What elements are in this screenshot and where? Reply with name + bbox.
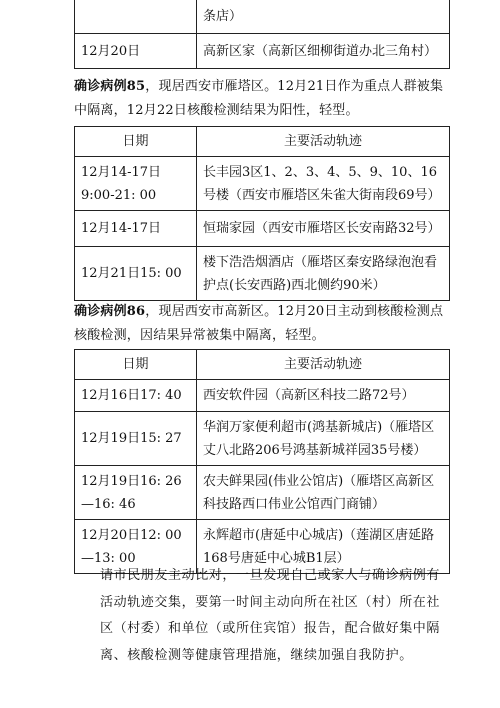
header-trajectory: 主要活动轨迹	[197, 350, 450, 380]
place-cell: 西安软件园（高新区科技二路72号）	[197, 380, 450, 412]
date-cell: 12月19日16: 26—16: 46	[75, 466, 197, 520]
header-date: 日期	[75, 127, 197, 157]
table-row	[75, 34, 450, 69]
table-row	[75, 380, 450, 412]
table-row	[75, 157, 450, 211]
table-row	[75, 412, 450, 466]
date-cell: 12月20日	[75, 34, 197, 69]
trajectory-table-continued	[74, 0, 450, 69]
date-cell: 12月20日12: 00—13: 00	[75, 520, 197, 574]
case-85-paragraph	[74, 75, 452, 123]
place-cell: 永辉超市(唐延中心城店)（莲湖区唐延路168号唐延中心城B1层）	[197, 520, 450, 574]
table-row	[75, 211, 450, 247]
case-86-paragraph	[74, 300, 452, 348]
date-cell	[75, 0, 197, 34]
case-86-trajectory-table	[74, 349, 450, 574]
date-cell: 12月14-17日	[75, 211, 197, 247]
case-85-trajectory-table	[74, 126, 450, 301]
date-cell: 12月21日15: 00	[75, 247, 197, 301]
table-header-row	[75, 127, 450, 157]
place-cell: 高新区家（高新区细柳街道办北三角村）	[197, 34, 450, 69]
case-86-label: 确诊病例86	[74, 304, 146, 319]
table-row	[75, 0, 450, 34]
closing-paragraph	[74, 563, 452, 669]
closing-text: 请市民朋友主动比对，一旦发现自己或家人与确诊病例有活动轨迹交集，要第一时间主动向所在社区（村）所在社区（村委）和单位（或所住宾馆）报告，配合做好集中隔离、核酸检测等健康管理措施，继续加强自我防护。	[100, 568, 441, 663]
place-cell: 华润万家便利超市(鸿基新城店)（雁塔区丈八北路206号鸿基新城祥园35号楼）	[197, 412, 450, 466]
place-cell: 楼下浩浩烟酒店（雁塔区秦安路绿泡泡看护点(长安西路)西北侧约90米）	[197, 247, 450, 301]
table-header-row	[75, 350, 450, 380]
case-86-text: ，现居西安市高新区。12月20日主动到核酸检测点核酸检测，因结果异常被集中隔离，轻型。	[74, 304, 444, 343]
case-85-text: ，现居西安市雁塔区。12月21日作为重点人群被集中隔离，12月22日核酸检测结果为阳性，轻型。	[74, 79, 444, 118]
table-row	[75, 466, 450, 520]
header-date: 日期	[75, 350, 197, 380]
place-cell: 长丰园3区1、2、3、4、5、9、10、16号楼（西安市雁塔区朱雀大街南段69号）	[197, 157, 450, 211]
place-cell: 恒瑞家园（西安市雁塔区长安南路32号）	[197, 211, 450, 247]
place-cell: 农夫鲜果园(伟业公馆店)（雁塔区高新区科技路西口伟业公馆西门商铺）	[197, 466, 450, 520]
date-cell: 12月16日17: 40	[75, 380, 197, 412]
case-85-label: 确诊病例85	[74, 79, 146, 94]
date-cell: 12月14-17日 9:00-21: 00	[75, 157, 197, 211]
place-cell: 条店）	[197, 0, 450, 34]
date-cell: 12月19日15: 27	[75, 412, 197, 466]
header-trajectory: 主要活动轨迹	[197, 127, 450, 157]
table-row	[75, 247, 450, 301]
